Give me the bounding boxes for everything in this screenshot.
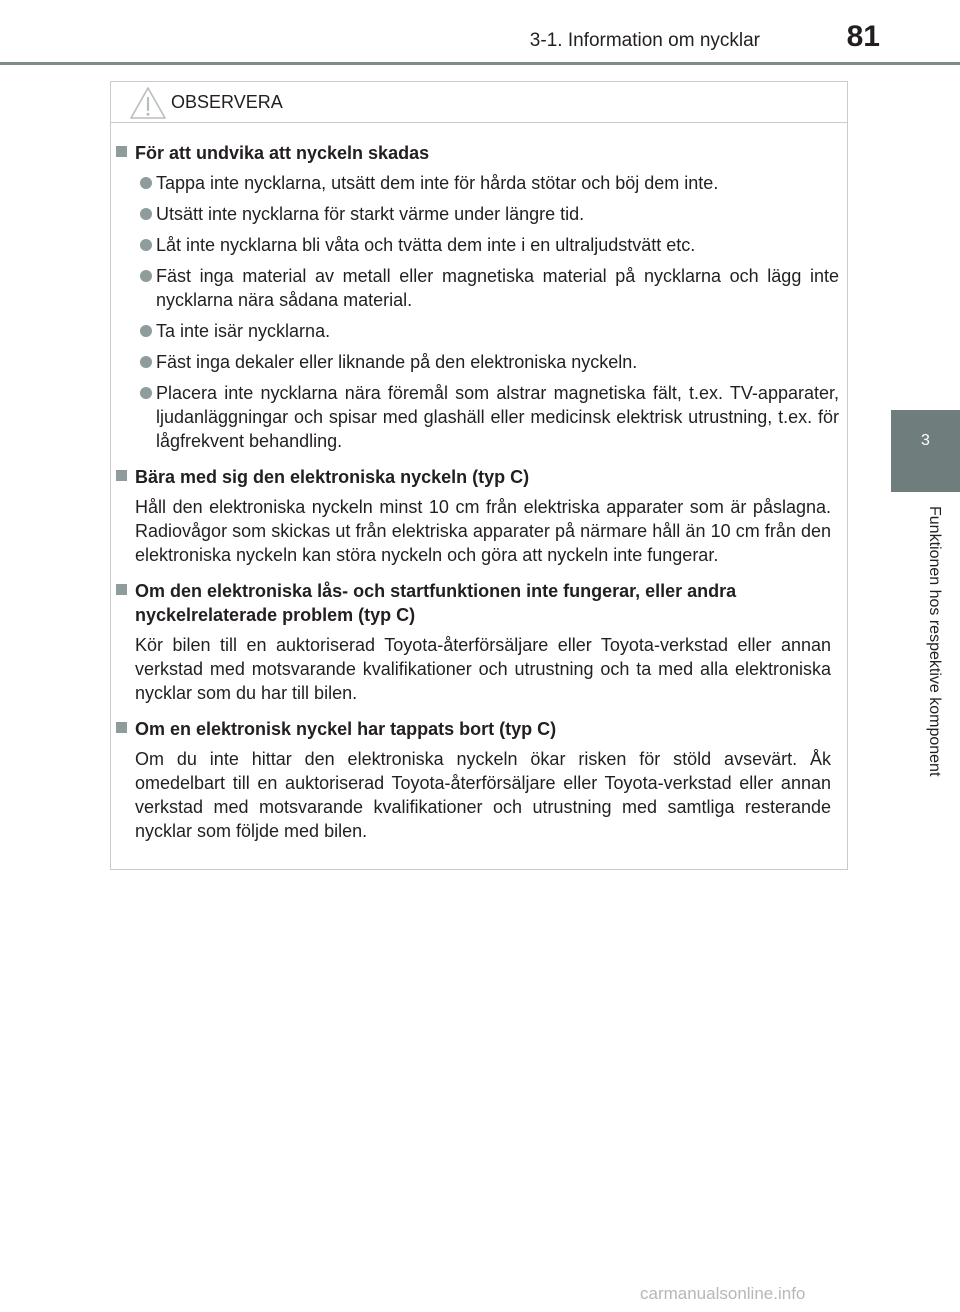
header-divider	[0, 62, 960, 65]
list-item: Fäst inga dekaler eller liknande på den elektroniska nyckeln.	[111, 350, 839, 374]
list-item: Utsätt inte nycklarna för starkt värme under längre tid.	[111, 202, 839, 226]
section-heading: Bära med sig den elektroniska nyckeln (typ C)	[111, 465, 839, 489]
list-item: Tappa inte nycklarna, utsätt dem inte för hårda stötar och böj dem inte.	[111, 171, 839, 195]
square-bullet-icon	[116, 470, 127, 481]
bullet-list	[111, 171, 839, 453]
square-bullet-icon	[116, 584, 127, 595]
section-lost-key	[111, 717, 839, 843]
section-heading: Om en elektronisk nyckel har tappats bort (typ C)	[111, 717, 839, 741]
section-heading: För att undvika att nyckeln skadas	[111, 141, 839, 165]
chapter-tab	[891, 410, 960, 492]
section-title: 3-1. Information om nycklar	[529, 30, 760, 51]
section-paragraph: Om du inte hittar den elektroniska nyckeln ökar risken för stöld avsevärt. Åk omedelbart till en auktoriserad Toyota-återförsäljare eller Toyota-verkstad eller annan verkstad med motsvarande kvalifikationer och utrustning med samtliga resterande nycklar som följde med bilen.	[135, 749, 831, 841]
circle-bullet-icon	[140, 239, 152, 251]
section-function-failure	[111, 579, 839, 705]
chapter-number: 3	[921, 432, 930, 449]
section-heading: Om den elektroniska lås- och startfunktionen inte fungerar, eller andra nyckelrelaterade problem (typ C)	[111, 579, 839, 627]
circle-bullet-icon	[140, 387, 152, 399]
warning-triangle-icon	[129, 86, 167, 120]
section-paragraph: Kör bilen till en auktoriserad Toyota-återförsäljare eller Toyota-verkstad eller annan verkstad med motsvarande kvalifikationer och utrustning och ta med alla elektroniska nycklar som du har till bilen.	[135, 635, 831, 703]
circle-bullet-icon	[140, 177, 152, 189]
list-item: Placera inte nycklarna nära föremål som alstrar magnetiska fält, t.ex. TV-apparater, ljudanläggningar och spisar med glashäll eller medicinsk elektrisk utrustning, t.ex. för lågfrekvent behandling.	[111, 381, 839, 453]
page-number: 81	[846, 20, 880, 53]
list-item: Låt inte nycklarna bli våta och tvätta dem inte i en ultraljudstvätt etc.	[111, 233, 839, 257]
caution-content	[111, 123, 847, 843]
square-bullet-icon	[116, 146, 127, 157]
section-avoid-damage	[111, 141, 839, 453]
circle-bullet-icon	[140, 356, 152, 368]
circle-bullet-icon	[140, 270, 152, 282]
list-item: Fäst inga material av metall eller magnetiska material på nycklarna och lägg inte nycklarna nära sådana material.	[111, 264, 839, 312]
watermark: carmanualsonline.info	[640, 1284, 806, 1303]
circle-bullet-icon	[140, 325, 152, 337]
list-item: Ta inte isär nycklarna.	[111, 319, 839, 343]
chapter-title: Funktionen hos respektive komponent	[926, 506, 943, 777]
caution-header	[111, 82, 847, 123]
section-carry-key	[111, 465, 839, 567]
caution-title: OBSERVERA	[171, 92, 283, 112]
caution-box	[110, 81, 848, 870]
section-paragraph: Håll den elektroniska nyckeln minst 10 cm från elektriska apparater som är påslagna. Radiovågor som skickas ut från elektriska apparater på närmare håll än 10 cm från den elektroniska nyckeln kan störa nyckeln och göra att nyckeln inte fungerar.	[135, 497, 831, 565]
circle-bullet-icon	[140, 208, 152, 220]
square-bullet-icon	[116, 722, 127, 733]
